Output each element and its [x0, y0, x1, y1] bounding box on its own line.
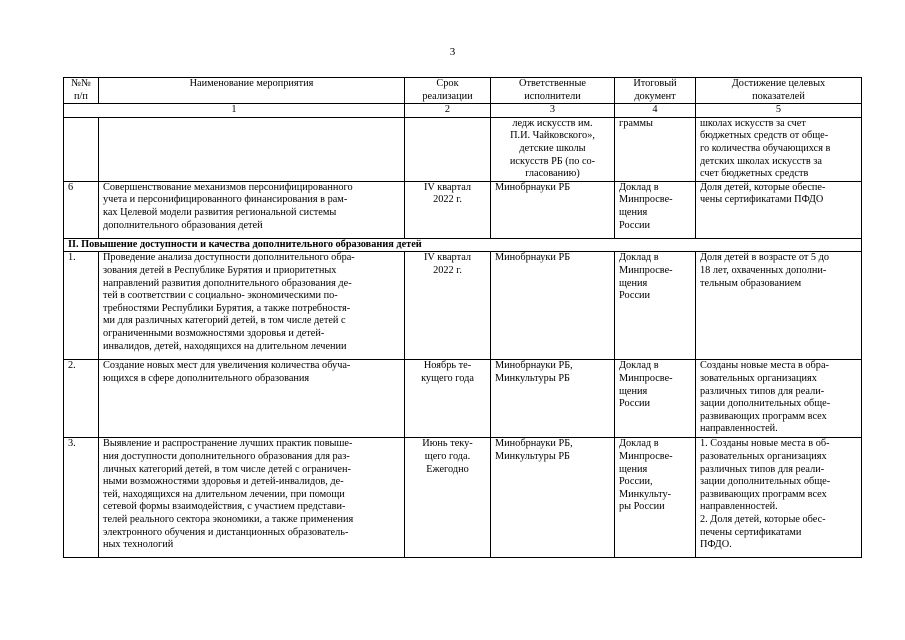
header-num: №№ п/п	[64, 78, 99, 104]
row-document: Доклад в Минпросве- щения России	[615, 360, 696, 438]
row-name: Выявление и распространение лучших практик повыше- ния доступности дополнительного образования для раз- личных категорий детей, в том числе детей с ограничен- ными возможностями здоровья и детей-инвалидов, де- тей, находящихся на длительном лечении, при помощи сетевой формы взаимодействия, с участием представи- телей реального сектора экономики, а также применения электронного обучения и дистанционных образователь- ных технологий	[99, 438, 405, 558]
row-responsible: Минобрнауки РБ, Минкультуры РБ	[491, 438, 615, 558]
row-target: школах искусств за счет бюджетных средств от обще- го количества обучающихся в детских школах искусств за счет бюджетных средств	[696, 117, 862, 181]
row-responsible: ледж искусств им. П.И. Чайковского», детские школы искусств РБ (по со- гласованию)	[491, 117, 615, 181]
row-document: Доклад в Минпросве- щения России	[615, 252, 696, 360]
row-target: Доля детей, которые обеспе- чены сертификатами ПФДО	[696, 181, 862, 238]
table-row	[64, 360, 862, 438]
row-name: Создание новых мест для увеличения количества обуча- ющихся в сфере дополнительного образования	[99, 360, 405, 438]
table-row	[64, 438, 862, 558]
row-document: граммы	[615, 117, 696, 181]
header-name: Наименование мероприятия	[99, 78, 405, 104]
row-num: 6	[64, 181, 99, 238]
row-term: IV квартал 2022 г.	[405, 181, 491, 238]
row-name: Проведение анализа доступности дополнительного обра- зования детей в Республике Бурятия и приоритетных направлений развития дополнительного образования де- тей в соответствии с социально- экономическими по- требностями Республики Бурятия, а также потребностя- ми для различных категорий детей, в том числе детей с ограниченными возможностями здоровья и детей- инвалидов, детей, находящихся на длительном лечении	[99, 252, 405, 360]
page-number: 3	[449, 46, 456, 58]
section-title: II. Повышение доступности и качества дополнительного образования детей	[64, 238, 862, 252]
table-header-row	[64, 78, 862, 104]
row-target: 1. Созданы новые места в об- разовательных организациях различных типов для реали- зации дополнительных обще- развивающих программ всех направленностей. 2. Доля детей, которые обес- печены сертификатами ПФДО.	[696, 438, 862, 558]
section-row	[64, 238, 862, 252]
row-name: Совершенствование механизмов персонифицированного учета и персонифицированного финансирования в рам- ках Целевой модели развития региональной системы дополнительного образования детей	[99, 181, 405, 238]
row-num: 1.	[64, 252, 99, 360]
col-number-3: 3	[491, 104, 615, 118]
activities-table	[63, 77, 862, 558]
col-number-2: 2	[405, 104, 491, 118]
row-responsible: Минобрнауки РБ	[491, 181, 615, 238]
row-term	[405, 117, 491, 181]
row-responsible: Минобрнауки РБ, Минкультуры РБ	[491, 360, 615, 438]
row-document: Доклад в Минпросве- щения России, Минкульту- ры России	[615, 438, 696, 558]
row-target: Созданы новые места в обра- зовательных организациях различных типов для реали- зации дополнительных обще- развивающих программ всех направленностей.	[696, 360, 862, 438]
row-num: 2.	[64, 360, 99, 438]
col-number-4: 4	[615, 104, 696, 118]
row-name	[99, 117, 405, 181]
col-number-1: 1	[64, 104, 405, 118]
row-num: 3.	[64, 438, 99, 558]
table-row	[64, 252, 862, 360]
col-number-5: 5	[696, 104, 862, 118]
row-num	[64, 117, 99, 181]
column-number-row	[64, 104, 862, 118]
row-term: Ноябрь те- кущего года	[405, 360, 491, 438]
row-document: Доклад в Минпросве- щения России	[615, 181, 696, 238]
table-row	[64, 117, 862, 181]
header-term: Срок реализации	[405, 78, 491, 104]
table-row	[64, 181, 862, 238]
row-term: Июнь теку- щего года. Ежегодно	[405, 438, 491, 558]
row-responsible: Минобрнауки РБ	[491, 252, 615, 360]
header-target: Достижение целевых показателей	[696, 78, 862, 104]
header-document: Итоговый документ	[615, 78, 696, 104]
header-responsible: Ответственные исполнители	[491, 78, 615, 104]
row-target: Доля детей в возрасте от 5 до 18 лет, охваченных дополни- тельным образованием	[696, 252, 862, 360]
row-term: IV квартал 2022 г.	[405, 252, 491, 360]
